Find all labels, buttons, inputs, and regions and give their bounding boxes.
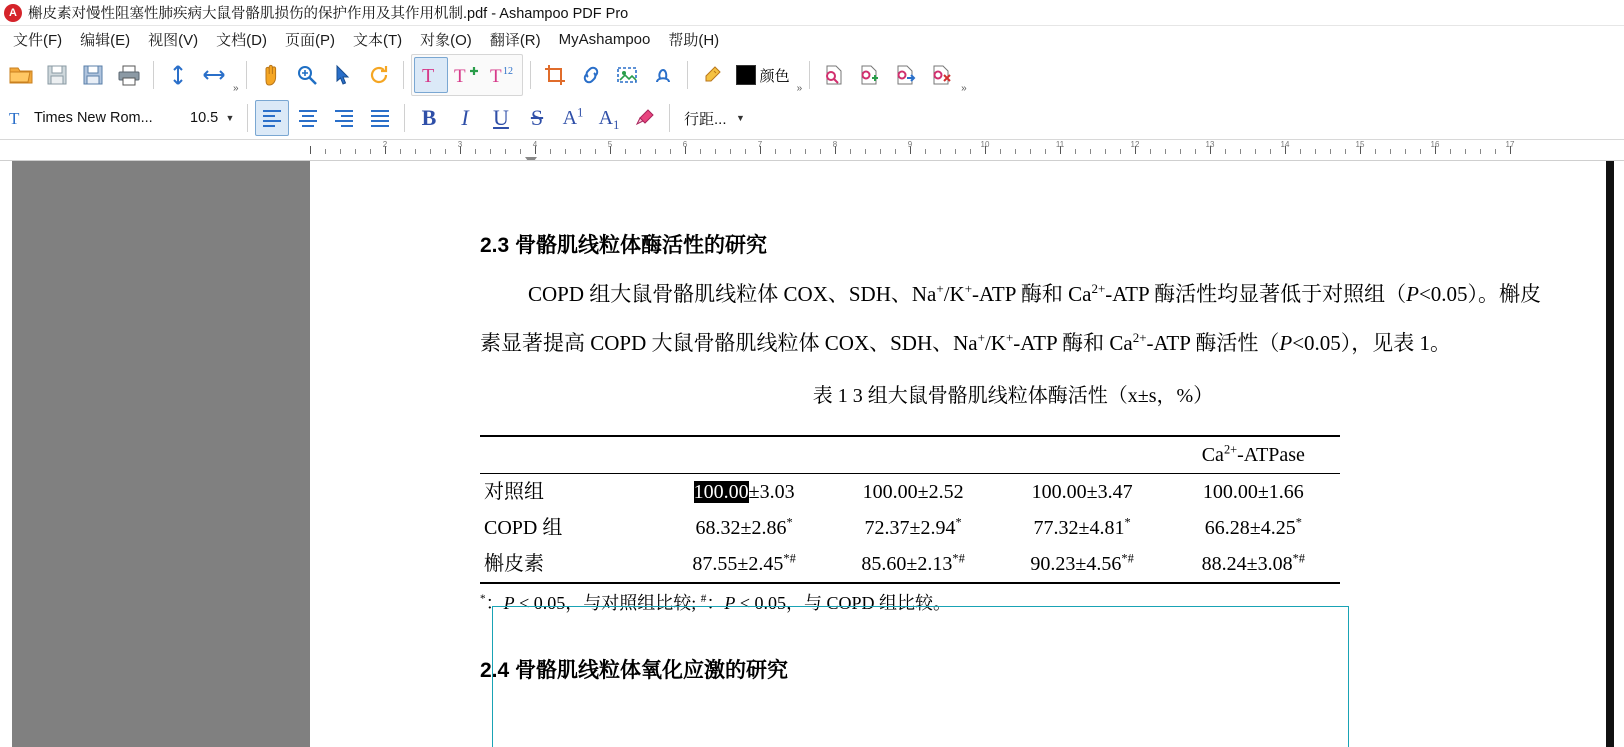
- page-edge-shadow: [1606, 161, 1614, 747]
- align-right-icon[interactable]: [327, 100, 361, 136]
- crop-icon[interactable]: [538, 57, 572, 93]
- cell-control-nak: 100.00±3.47: [998, 474, 1167, 511]
- subscript-mark: 1: [613, 117, 620, 132]
- menu-myashampoo[interactable]: MyAshampoo: [558, 31, 651, 48]
- ruler-num-6: 6: [682, 140, 688, 149]
- table-footnote: *：P < 0.05，与对照组比较; #：P < 0.05，与 COPD 组比较。: [480, 593, 951, 613]
- cell-quercetin-nak: 90.23±4.56*#: [998, 546, 1167, 583]
- line-spacing-dropdown[interactable]: [677, 103, 756, 133]
- row-label-quercetin: 槲皮素: [480, 546, 660, 583]
- rotate-icon[interactable]: [362, 57, 396, 93]
- align-left-icon[interactable]: [255, 100, 289, 136]
- italic-icon[interactable]: [448, 100, 482, 136]
- underline-icon[interactable]: [484, 100, 518, 136]
- bold-icon[interactable]: [412, 100, 446, 136]
- svg-text:12: 12: [502, 66, 513, 77]
- font-family-input[interactable]: Times New Rom...: [34, 110, 153, 126]
- text-tools-group: [411, 54, 523, 96]
- selected-value-highlight[interactable]: 100.00: [693, 481, 749, 503]
- toolbar-overflow-edit[interactable]: »: [796, 83, 803, 94]
- title-bar: [0, 0, 1624, 26]
- cell-copd-cox: 68.32±2.86*: [695, 515, 793, 539]
- section-heading-2-3: 2.3 骨骼肌线粒体酶活性的研究: [480, 234, 768, 257]
- enzyme-activity-table: [480, 435, 1340, 584]
- horizontal-ruler[interactable]: [0, 140, 1624, 161]
- menu-bar: [0, 26, 1624, 53]
- menu-document[interactable]: 文档(D): [216, 32, 267, 49]
- cell-quercetin-cox: 87.55±2.45*#: [660, 546, 829, 583]
- cell-control-cox-rest: ±3.03: [748, 481, 795, 503]
- ruler-num-3: 3: [457, 140, 463, 149]
- left-gutter: [0, 161, 12, 747]
- cell-quercetin-sdh: 85.60±2.13*#: [829, 546, 998, 583]
- align-justify-icon[interactable]: [363, 100, 397, 136]
- eyedropper-icon[interactable]: [695, 57, 729, 93]
- add-annotation-icon[interactable]: [853, 57, 887, 93]
- svg-text:T: T: [421, 65, 434, 87]
- ruler-num-2: 2: [382, 140, 388, 149]
- section-heading-2-4: 2.4 骨骼肌线粒体氧化应激的研究: [480, 659, 789, 682]
- color-label: 颜色: [759, 67, 790, 85]
- svg-text:T: T: [453, 66, 466, 87]
- app-logo-icon: A: [4, 4, 22, 22]
- menu-translate[interactable]: 翻译(R): [489, 32, 541, 49]
- chevron-down-icon[interactable]: ▼: [225, 113, 235, 123]
- save-icon[interactable]: [40, 57, 74, 93]
- ruler-num-9: 9: [907, 140, 913, 149]
- image-tool-icon[interactable]: [610, 57, 644, 93]
- ruler-num-8: 8: [832, 140, 838, 149]
- underline-label: U: [493, 105, 509, 130]
- font-icon: [4, 100, 28, 136]
- cell-copd-ca: 66.28±4.25*: [1204, 515, 1302, 539]
- line-spacing-label: 行距...: [684, 110, 727, 128]
- fit-width-icon[interactable]: [197, 57, 231, 93]
- menu-object[interactable]: 对象(O): [420, 32, 472, 49]
- redact-icon[interactable]: [817, 57, 851, 93]
- color-swatch-button[interactable]: [731, 57, 795, 93]
- superscript-icon[interactable]: [556, 100, 590, 136]
- cell-quercetin-ca: 88.24±3.08*#: [1167, 546, 1340, 583]
- menu-view[interactable]: 视图(V): [148, 32, 199, 49]
- page-content: [310, 161, 1606, 747]
- table-row: [480, 546, 1340, 583]
- page-background-left: [12, 161, 310, 747]
- format-toolbar: [0, 97, 1624, 140]
- ruler-num-15: 15: [1355, 140, 1365, 149]
- right-gutter: [1614, 161, 1624, 747]
- fit-height-icon[interactable]: [161, 57, 195, 93]
- window-title: 槲皮素对慢性阻塞性肺疾病大鼠骨骼肌损伤的保护作用及其作用机制.pdf - Ashampoo PDF Pro: [28, 6, 629, 22]
- open-folder-icon[interactable]: [4, 57, 38, 93]
- subscript-icon[interactable]: [592, 100, 626, 136]
- stamp-icon[interactable]: [646, 57, 680, 93]
- ruler-num-4: 4: [532, 140, 538, 149]
- cell-control-cox: [660, 474, 829, 511]
- ruler-num-14: 14: [1280, 140, 1290, 149]
- toolbar-overflow-file[interactable]: »: [233, 83, 239, 94]
- menu-help[interactable]: 帮助(H): [668, 32, 720, 49]
- ruler-num-5: 5: [607, 140, 613, 149]
- cell-copd-nak: 77.32±4.81*: [1033, 515, 1131, 539]
- text-format-icon[interactable]: [486, 57, 520, 93]
- save-as-icon[interactable]: [76, 57, 110, 93]
- strike-label: S: [530, 105, 544, 130]
- zoom-icon[interactable]: [290, 57, 324, 93]
- ruler-num-12: 12: [1130, 140, 1140, 149]
- ruler-num-11: 11: [1055, 140, 1065, 149]
- hand-tool-icon[interactable]: [254, 57, 288, 93]
- cell-control-ca: 100.00±1.66: [1167, 474, 1340, 511]
- superscript-base: A: [562, 106, 578, 129]
- strikethrough-icon[interactable]: [520, 100, 554, 136]
- chevron-down-icon-linespace[interactable]: ▼: [736, 113, 745, 123]
- bold-label: B: [421, 105, 437, 130]
- ruler-num-13: 13: [1205, 140, 1215, 149]
- table-caption: 表 1 3 组大鼠骨骼肌线粒体酶活性（x±s，%）: [812, 385, 1214, 407]
- table-header-ca-atpase: $Ca^{2+}$-ATPase: [1167, 436, 1340, 474]
- link-icon[interactable]: [574, 57, 608, 93]
- highlight-icon[interactable]: [628, 100, 662, 136]
- menu-text[interactable]: 文本(T): [352, 32, 403, 49]
- table-row: [480, 510, 1340, 546]
- svg-text:T: T: [9, 109, 20, 128]
- ruler-num-16: 16: [1430, 140, 1440, 149]
- ruler-num-10: 10: [980, 140, 990, 149]
- table-header-row: [480, 436, 1340, 474]
- toolbar-overflow-annot[interactable]: »: [961, 83, 967, 94]
- ruler-num-7: 7: [757, 140, 763, 149]
- delete-annotation-icon[interactable]: [925, 57, 959, 93]
- superscript-mark: 1: [577, 104, 584, 119]
- row-label-copd: COPD 组: [484, 517, 563, 539]
- subscript-base: A: [598, 106, 614, 129]
- menu-edit[interactable]: 编辑(E): [80, 32, 131, 49]
- export-icon[interactable]: [889, 57, 923, 93]
- font-size-value: 10.5: [190, 110, 219, 126]
- ruler-num-17: 17: [1505, 140, 1515, 149]
- cell-copd-sdh: 72.37±2.94*: [864, 515, 962, 539]
- document-workspace[interactable]: [0, 161, 1624, 747]
- align-center-icon[interactable]: [291, 100, 325, 136]
- main-toolbar: [0, 53, 1624, 97]
- italic-label: I: [461, 105, 469, 130]
- font-size-input[interactable]: [186, 105, 240, 131]
- select-tool-icon[interactable]: [326, 57, 360, 93]
- menu-page[interactable]: 页面(P): [284, 32, 335, 49]
- menu-file[interactable]: 文件(F): [13, 32, 63, 49]
- row-label-control: 对照组: [480, 474, 660, 511]
- color-swatch-icon: [736, 65, 756, 85]
- pdf-page[interactable]: [310, 161, 1606, 747]
- text-tool-icon[interactable]: [414, 57, 448, 93]
- ruler-ticks: [310, 140, 1584, 160]
- add-text-icon[interactable]: [450, 57, 484, 93]
- table-row: [480, 474, 1340, 511]
- print-icon[interactable]: [112, 57, 146, 93]
- body-paragraph: COPD 组大鼠骨骼肌线粒体 COX、SDH、Na+/K+-ATP 酶和 $Ca^{2+}$-ATP 酶活性均显著低于对照组（P<0.05）。槲皮素显著提高 COPD 大鼠骨骼肌线粒体 COX、SDH、Na+/K+-ATP 酶和 $Ca^{2+}$-ATP 酶活性（P<0.05），见表 1。: [480, 281, 1542, 355]
- cell-control-sdh: 100.00±2.52: [829, 474, 998, 511]
- svg-text:T: T: [489, 66, 502, 87]
